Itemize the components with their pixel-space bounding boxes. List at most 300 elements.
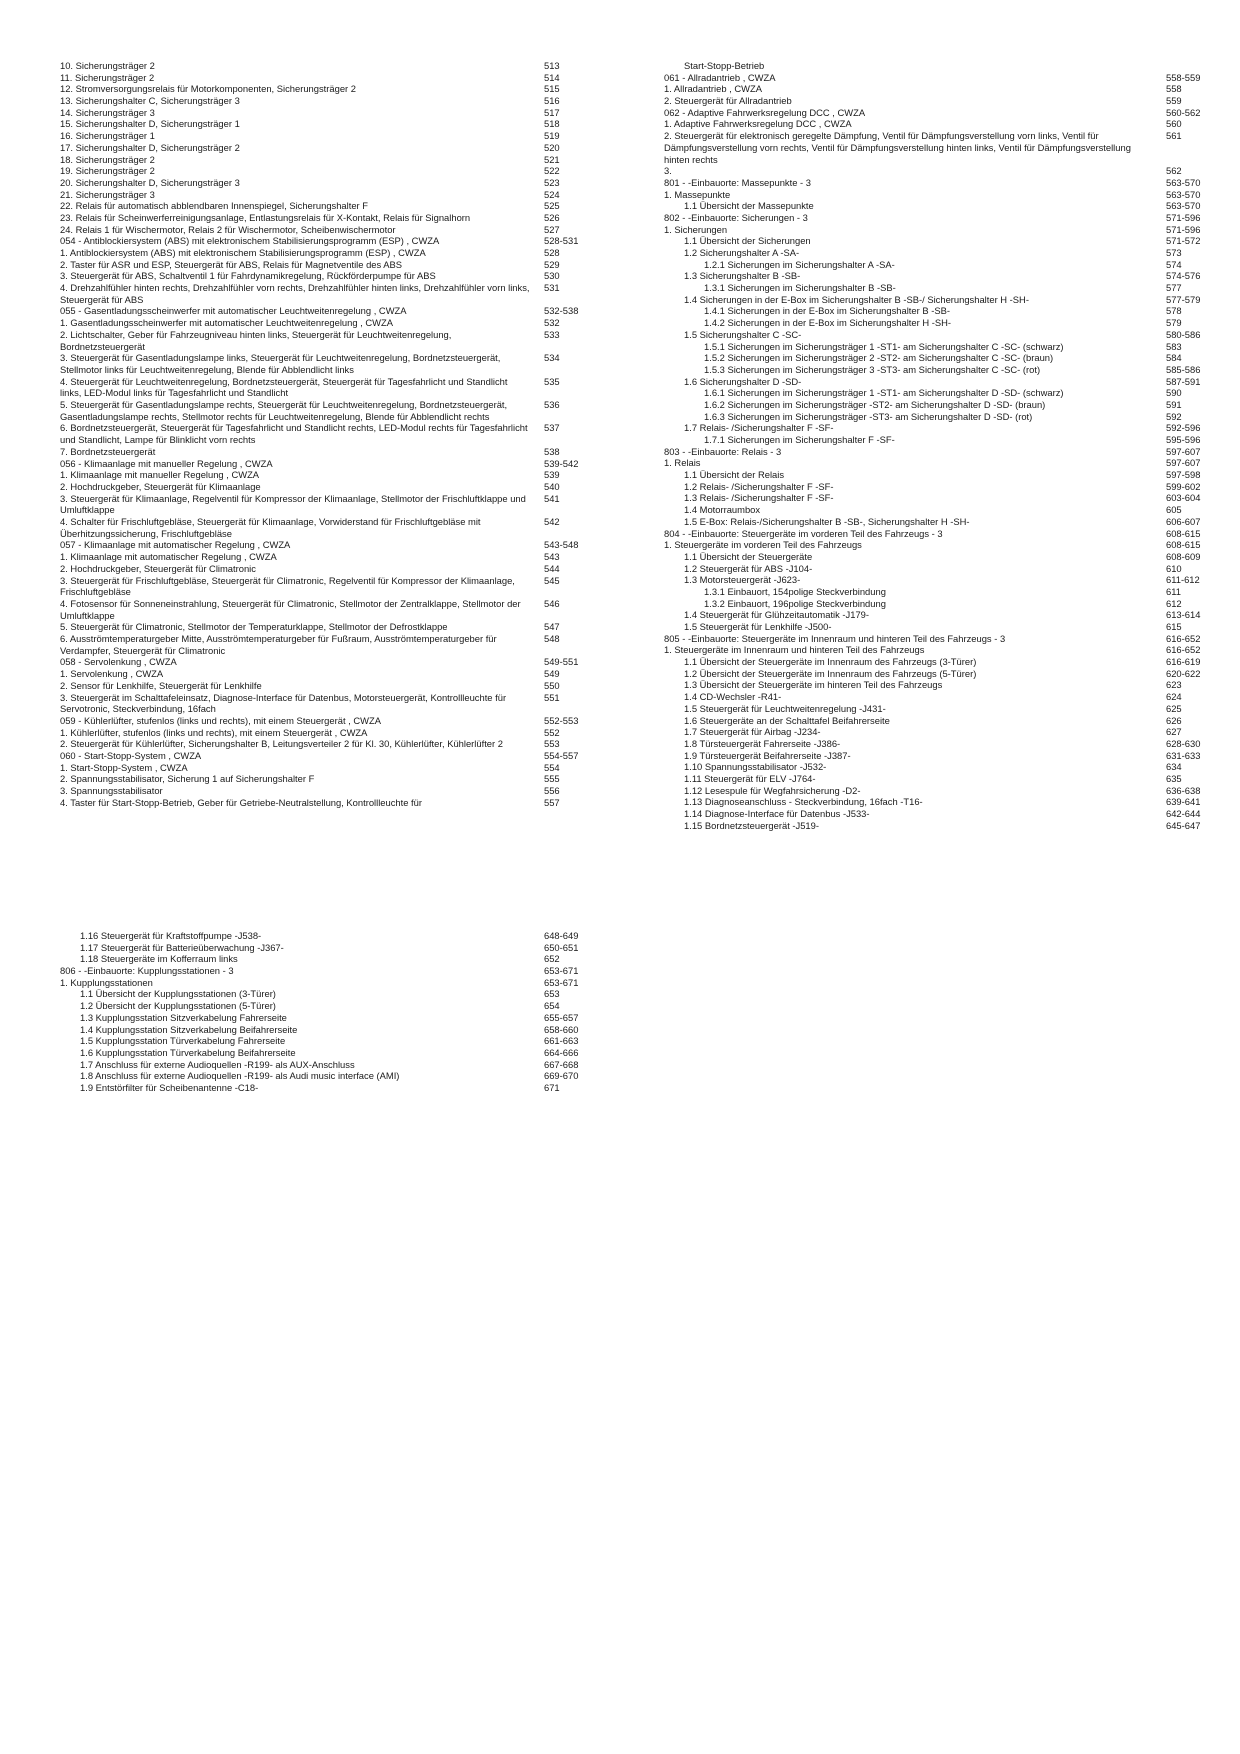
toc-entry[interactable] [664,598,1212,610]
toc-entry-page: 536 [544,399,560,411]
toc-entry-title: 1. Relais [664,457,701,469]
toc-entry-title: 1.7 Anschluss für externe Audioquellen -R199- als AUX-Anschluss [80,1058,355,1070]
toc-entry[interactable] [60,270,590,282]
toc-entry[interactable] [664,516,1212,528]
toc-entry-page: 595-596 [1166,434,1201,446]
toc-entry[interactable] [664,621,1212,633]
toc-column-bottom [60,930,590,1094]
toc-entry[interactable] [664,808,1212,820]
toc-entry-title: 1.9 Türsteuergerät Beifahrerseite -J387- [684,749,851,761]
toc-entry-title: 1. Klimaanlage mit manueller Regelung , CWZA [60,469,260,481]
toc-entry-page: 635 [1166,772,1182,784]
toc-entry-page: 612 [1166,597,1182,609]
toc-entry-page: 530 [544,270,560,282]
toc-entry[interactable] [664,504,1212,516]
toc-entry-title: 1.3 Relais- /Sicherungshalter F -SF- [684,492,834,504]
toc-entry-title: 1.1 Übersicht der Relais [684,469,785,481]
toc-entry-page: 577 [1166,282,1182,294]
toc-entry[interactable] [664,457,1212,469]
toc-entry-title: 16. Sicherungsträger 1 [60,130,155,142]
toc-entry[interactable] [664,352,1212,364]
toc-entry[interactable] [60,1035,590,1047]
toc-entry-page: 580-586 [1166,328,1201,340]
toc-entry-page: 623 [1166,679,1182,691]
toc-entry-title: 1.16 Steuergerät für Kraftstoffpumpe -J538- [80,930,262,941]
toc-entry-title: 14. Sicherungsträger 3 [60,106,155,118]
toc-entry[interactable] [664,492,1212,504]
toc-entry[interactable] [664,656,1212,668]
toc-entry-title: 1.6 Kupplungsstation Türverkabelung Beifahrerseite [80,1046,296,1058]
toc-entry[interactable] [60,329,590,352]
toc-chapter-entry[interactable] [664,212,1212,224]
toc-entry-page: 603-604 [1166,492,1201,504]
toc-entry-title: 13. Sicherungshalter C, Sicherungsträger 3 [60,95,240,107]
toc-entry-page: 611-612 [1166,574,1200,586]
toc-entry-title: 1. Antiblockiersystem (ABS) mit elektronischem Stabilisierungsprogramm (ESP) , CWZA [60,247,426,259]
toc-entry-page: 547 [544,621,560,633]
toc-chapter-entry[interactable] [60,305,590,317]
toc-entry-title: 2. Steuergerät für Allradantrieb [664,95,792,107]
toc-entry[interactable] [60,317,590,329]
toc-entry[interactable] [664,282,1212,294]
toc-entry-title: 1.3 Sicherungshalter B -SB- [684,270,801,282]
toc-column-right [664,60,1212,831]
toc-entry[interactable] [60,481,590,493]
toc-entry-page: 590 [1166,387,1182,399]
toc-entry[interactable] [60,446,590,458]
toc-entry[interactable] [60,621,590,633]
toc-entry[interactable] [664,387,1212,399]
toc-entry-page: 514 [544,71,560,83]
toc-chapter-entry[interactable] [664,633,1212,645]
toc-entry-page: 616-652 [1166,632,1201,644]
toc-entry-page: 627 [1166,726,1182,738]
toc-entry[interactable] [664,305,1212,317]
toc-entry-title: 1.11 Steuergerät für ELV -J764- [684,772,816,784]
toc-entry-page: 574 [1166,258,1182,270]
toc-entry-title: 4. Drehzahlfühler hinten rechts, Drehzahlfühler vorn rechts, Drehzahlfühler hinten links, Drehzahlfühler vorn links, Steuergerät für ABS [60,282,530,305]
toc-entry-page: 529 [544,258,560,270]
toc-entry-title: 15. Sicherungshalter D, Sicherungsträger 1 [60,118,240,130]
toc-entry-title: 061 - Allradantrieb , CWZA [664,71,776,83]
toc-entry-title: 1.3 Kupplungsstation Sitzverkabelung Fahrerseite [80,1011,287,1023]
toc-entry[interactable] [60,107,590,119]
toc-entry-page: 563-570 [1166,176,1201,188]
toc-entry-title: 1.4.1 Sicherungen in der E-Box im Sicherungshalter B -SB- [704,305,950,317]
toc-entry-page: 539 [544,469,560,481]
toc-chapter-entry[interactable] [60,656,590,668]
toc-entry-title: 21. Sicherungsträger 3 [60,188,155,200]
toc-entry[interactable] [60,154,590,166]
toc-entry-title: 058 - Servolenkung , CWZA [60,656,177,668]
toc-entry-page: 553 [544,738,560,750]
toc-entry-page: 540 [544,480,560,492]
toc-entry-page: 583 [1166,340,1182,352]
toc-entry-page: 559 [1166,95,1182,107]
toc-entry-title: 1.6 Sicherungshalter D -SD- [684,375,802,387]
toc-entry[interactable] [664,376,1212,388]
toc-entry[interactable] [664,668,1212,680]
toc-entry-page: 636-638 [1166,784,1201,796]
toc-entry-page: 563-570 [1166,200,1201,212]
toc-entry-page: 558-559 [1166,71,1201,83]
toc-entry-title: 1.7 Steuergerät für Airbag -J234- [684,726,821,738]
toc-entry-page: 608-615 [1166,527,1201,539]
toc-entry[interactable] [60,165,590,177]
toc-entry[interactable] [664,422,1212,434]
toc-chapter-entry[interactable] [664,107,1212,119]
toc-entry[interactable] [60,200,590,212]
toc-entry[interactable] [664,259,1212,271]
toc-entry[interactable] [664,317,1212,329]
toc-entry[interactable] [60,680,590,692]
toc-entry-title: 19. Sicherungsträger 2 [60,165,155,177]
toc-entry-title: 802 - -Einbauorte: Sicherungen - 3 [664,211,808,223]
toc-entry-page: 584 [1166,352,1182,364]
toc-entry-page: 556 [544,785,560,797]
toc-entry-title: 17. Sicherungshalter D, Sicherungsträger 2 [60,141,240,153]
toc-entry-title: 1.7.1 Sicherungen im Sicherungshalter F -SF- [704,434,895,446]
toc-entry-title: 1.15 Bordnetzsteuergerät -J519- [684,819,819,831]
toc-entry[interactable] [60,224,590,236]
toc-entry-page: 539-542 [544,457,579,469]
toc-entry-title: 060 - Start-Stopp-System , CWZA [60,749,202,761]
toc-entry[interactable] [60,130,590,142]
toc-entry-title: 1.13 Diagnoseanschluss - Steckverbindung, 16fach -T16- [684,796,923,808]
toc-entry-page: 605 [1166,504,1182,516]
toc-entry-title: 1.1 Übersicht der Massepunkte [684,200,814,212]
toc-entry-page: 531 [544,282,560,294]
toc-entry-title: 1.5 Steuergerät für Leuchtweitenregelung -J431- [684,702,886,714]
toc-entry[interactable] [60,1024,590,1036]
toc-entry[interactable] [664,95,1212,107]
toc-entry[interactable] [60,376,590,399]
toc-entry[interactable] [664,586,1212,598]
toc-entry-title: 11. Sicherungsträger 2 [60,71,155,83]
toc-entry-title: 1.4 CD-Wechsler -R41- [684,691,782,703]
toc-entry[interactable] [60,1082,590,1094]
toc-entry-page: 591 [1166,398,1182,410]
toc-entry-page: 650-651 [544,941,579,953]
toc-entry[interactable] [664,750,1212,762]
toc-entry-page: 545 [544,574,560,586]
toc-entry-page: 554 [544,761,560,773]
toc-entry[interactable] [664,224,1212,236]
toc-entry-title: 4. Fotosensor für Sonneneinstrahlung, Steuergerät für Climatronic, Stellmotor der Zentralklappe, Stellmotor der Umluftklappe [60,597,521,621]
toc-entry[interactable] [60,762,590,774]
toc-entry[interactable] [664,329,1212,341]
toc-entry[interactable] [60,930,590,942]
toc-entry[interactable] [60,738,590,750]
toc-entry[interactable] [664,820,1212,832]
toc-entry-title: Start-Stopp-Betrieb [684,60,765,71]
toc-entry[interactable] [60,797,590,809]
toc-entry[interactable] [664,785,1212,797]
toc-entry-page: 546 [544,597,560,609]
toc-entry-title: 056 - Klimaanlage mit manueller Regelung , CWZA [60,457,273,469]
toc-entry[interactable] [60,727,590,739]
toc-entry[interactable] [60,352,590,375]
toc-entry-title: 804 - -Einbauorte: Steuergeräte im vorderen Teil des Fahrzeugs - 3 [664,527,943,539]
toc-entry-page: 671 [544,1081,560,1093]
toc-entry[interactable] [60,785,590,797]
toc-entry-page: 515 [544,83,560,95]
toc-entry-page: 616-619 [1166,656,1201,668]
toc-entry[interactable] [60,1012,590,1024]
toc-entry[interactable] [664,165,1212,177]
toc-entry[interactable] [664,551,1212,563]
toc-entry-title: 1.5 Kupplungsstation Türverkabelung Fahrerseite [80,1035,286,1047]
toc-entry-title: 805 - -Einbauorte: Steuergeräte im Innenraum und hinteren Teil des Fahrzeugs - 3 [664,632,1006,644]
toc-entry[interactable] [664,294,1212,306]
toc-entry-page: 522 [544,165,560,177]
toc-chapter-entry[interactable] [664,72,1212,84]
toc-entry[interactable] [60,668,590,680]
toc-entry[interactable] [60,83,590,95]
toc-entry-page: 592-596 [1166,422,1201,434]
toc-entry-page: 626 [1166,714,1182,726]
toc-entry[interactable] [60,282,590,305]
toc-entry-page: 549-551 [544,656,579,668]
toc-entry[interactable] [664,60,1212,72]
toc-entry-title: 3. Steuergerät im Schalttafeleinsatz, Diagnose-Interface für Datenbus, Motorsteuergerät, Kontrollleuchte für Servotronic, Steckverbindung, 16fach [60,691,507,715]
toc-entry-page: 610 [1166,562,1182,574]
toc-chapter-entry[interactable] [60,750,590,762]
toc-entry[interactable] [60,72,590,84]
toc-entry[interactable] [60,977,590,989]
toc-entry[interactable] [60,422,590,445]
toc-entry[interactable] [60,493,590,516]
toc-entry[interactable] [664,738,1212,750]
toc-entry-title: 1.5.2 Sicherungen im Sicherungsträger 2 -ST2- am Sicherungshalter C -SC- (braun) [704,352,1054,364]
toc-entry-page: 521 [544,153,560,165]
toc-entry-title: 062 - Adaptive Fahrwerksregelung DCC , CWZA [664,106,866,118]
toc-entry-title: 18. Sicherungsträger 2 [60,153,155,165]
toc-entry[interactable] [664,679,1212,691]
toc-entry[interactable] [60,95,590,107]
toc-entry-title: 1.3 Übersicht der Steuergeräte im hinteren Teil des Fahrzeugs [684,679,943,691]
toc-entry[interactable] [664,411,1212,423]
toc-entry-title: 2. Sensor für Lenkhilfe, Steuergerät für Lenkhilfe [60,679,262,691]
toc-entry[interactable] [60,598,590,621]
toc-entry-page: 613-614 [1166,609,1201,621]
toc-entry[interactable] [60,942,590,954]
toc-entry[interactable] [664,761,1212,773]
toc-entry-page: 587-591 [1166,375,1201,387]
toc-entry-title: 6. Ausströmtemperaturgeber Mitte, Ausströmtemperaturgeber für Fußraum, Ausströmtemperaturgeber für Verdampfer, Steuergerät für Climatronic [60,633,497,656]
toc-entry[interactable] [60,1000,590,1012]
toc-entry-title: 1.3 Motorsteuergerät -J623- [684,574,801,586]
toc-entry[interactable] [664,270,1212,282]
toc-entry[interactable] [664,691,1212,703]
toc-entry-title: 1. Massepunkte [664,188,731,200]
toc-entry-page: 631-633 [1166,749,1201,761]
toc-entry-title: 1. Steuergeräte im Innenraum und hinteren Teil des Fahrzeugs [664,644,925,656]
toc-entry[interactable] [664,434,1212,446]
toc-entry-title: 1.5 E-Box: Relais-/Sicherungshalter B -SB-, Sicherungshalter H -SH- [684,515,970,527]
toc-entry-title: 7. Bordnetzsteuergerät [60,445,156,457]
toc-entry[interactable] [60,118,590,130]
toc-entry-title: 12. Stromversorgungsrelais für Motorkomponenten, Sicherungsträger 2 [60,83,356,95]
toc-entry[interactable] [60,399,590,422]
toc-chapter-entry[interactable] [60,715,590,727]
toc-entry[interactable] [664,341,1212,353]
toc-entry[interactable] [664,539,1212,551]
toc-entry-title: 1.4.2 Sicherungen in der E-Box im Sicherungshalter H -SH- [704,317,951,329]
toc-entry[interactable] [60,177,590,189]
toc-entry-page: 558 [1166,83,1182,95]
toc-entry-title: 1. Steuergeräte im vorderen Teil des Fahrzeugs [664,539,862,551]
toc-entry-page: 592 [1166,410,1182,422]
toc-entry[interactable] [60,575,590,598]
toc-entry-title: 1.5 Steuergerät für Lenkhilfe -J500- [684,621,832,633]
toc-chapter-entry[interactable] [664,177,1212,189]
toc-entry-title: 1.8 Anschluss für externe Audioquellen -R199- als Audi music interface (AMI) [80,1070,400,1082]
toc-entry-title: 5. Steuergerät für Climatronic, Stellmotor der Temperaturklappe, Stellmotor der Defrostklappe [60,621,448,633]
toc-entry[interactable] [664,83,1212,95]
toc-entry[interactable] [664,235,1212,247]
toc-entry[interactable] [60,1070,590,1082]
toc-entry-title: 1. Gasentladungsscheinwerfer mit automatischer Leuchtweitenregelung , CWZA [60,317,393,329]
toc-entry[interactable] [60,953,590,965]
toc-entry-title: 1. Start-Stopp-System , CWZA [60,761,188,773]
toc-chapter-entry[interactable] [60,235,590,247]
toc-entry[interactable] [60,1047,590,1059]
toc-entry[interactable] [664,200,1212,212]
toc-entry-page: 532-538 [544,305,579,317]
toc-entry-title: 1.2 Sicherungshalter A -SA- [684,247,800,259]
toc-entry-page: 518 [544,118,560,130]
toc-entry-title: 5. Steuergerät für Gasentladungslampe rechts, Steuergerät für Leuchtweitenregelung, Bordnetzsteuergerät, Gasentladungslampe rechts, Stellmotor rechts für Leuchtweitenregelung, Blende für Abblendlicht rechts [60,399,508,422]
toc-entry-title: 1.6 Steuergeräte an der Schalttafel Beifahrerseite [684,714,890,726]
toc-entry-page: 664-666 [544,1046,579,1058]
toc-entry[interactable] [60,516,590,539]
toc-entry-title: 2. Steuergerät für Kühlerlüfter, Sicherungshalter B, Leitungsverteiler 2 für Kl. 30, Kühlerlüfter, Kühlerlüfter 2 [60,738,503,750]
toc-entry[interactable] [60,189,590,201]
toc-entry[interactable] [664,644,1212,656]
toc-entry-page: 525 [544,200,560,212]
toc-entry-title: 1. Klimaanlage mit automatischer Regelung , CWZA [60,551,277,563]
toc-entry[interactable] [664,715,1212,727]
toc-entry-page: 658-660 [544,1023,579,1035]
toc-entry-page: 579 [1166,317,1182,329]
toc-entry[interactable] [664,563,1212,575]
toc-entry-page: 562 [1166,165,1182,177]
toc-entry-page: 653-671 [544,965,579,977]
toc-chapter-entry[interactable] [664,528,1212,540]
toc-entry[interactable] [664,399,1212,411]
toc-entry[interactable] [60,247,590,259]
toc-chapter-entry[interactable] [664,446,1212,458]
toc-entry-page: 608-609 [1166,550,1201,562]
toc-entry-title: 1.17 Steuergerät für Batterieüberwachung -J367- [80,941,284,953]
toc-entry[interactable] [664,703,1212,715]
toc-entry-title: 1.6.3 Sicherungen im Sicherungsträger -ST3- am Sicherungshalter D -SD- (rot) [704,410,1033,422]
toc-entry-title: 054 - Antiblockiersystem (ABS) mit elektronischem Stabilisierungsprogramm (ESP) , CWZA [60,235,440,247]
toc-entry-title: 1.2 Übersicht der Steuergeräte im Innenraum des Fahrzeugs (5-Türer) [684,667,977,679]
toc-entry-title: 1.12 Lesespule für Wegfahrsicherung -D2- [684,784,861,796]
toc-entry-title: 1.2.1 Sicherungen im Sicherungshalter A -SA- [704,258,895,270]
toc-entry-title: 2. Spannungsstabilisator, Sicherung 1 auf Sicherungshalter F [60,773,315,785]
toc-entry-page: 543 [544,551,560,563]
toc-entry[interactable] [60,563,590,575]
toc-chapter-entry[interactable] [60,965,590,977]
toc-entry[interactable] [664,481,1212,493]
toc-entry-title: 4. Taster für Start-Stopp-Betrieb, Geber für Getriebe-Neutralstellung, Kontrollleuchte für [60,796,422,808]
toc-entry-title: 2. Lichtschalter, Geber für Fahrzeugniveau hinten links, Steuergerät für Leuchtweitenregelung, Bordnetzsteuergerät [60,328,452,352]
toc-entry-title: 1.4 Steuergerät für Glühzeitautomatik -J179- [684,609,869,621]
toc-entry[interactable] [664,574,1212,586]
toc-entry-page: 557 [544,796,560,808]
toc-entry-page: 552 [544,726,560,738]
toc-entry[interactable] [664,469,1212,481]
toc-entry[interactable] [60,1059,590,1071]
toc-entry[interactable] [664,118,1212,130]
toc-entry[interactable] [60,633,590,656]
toc-entry[interactable] [60,692,590,715]
toc-entry-page: 608-615 [1166,539,1201,551]
toc-entry-title: 1.14 Diagnose-Interface für Datenbus -J533- [684,808,870,820]
toc-entry-page: 661-663 [544,1035,579,1047]
toc-entry-page: 624 [1166,691,1182,703]
toc-entry-page: 524 [544,188,560,200]
toc-entry-page: 544 [544,562,560,574]
toc-entry[interactable] [664,189,1212,201]
toc-entry-page: 550 [544,679,560,691]
toc-entry-page: 520 [544,141,560,153]
toc-entry[interactable] [60,212,590,224]
toc-entry[interactable] [60,988,590,1000]
toc-entry-title: 3. Steuergerät für ABS, Schaltventil 1 für Fahrdynamikregelung, Rückförderpumpe für ABS [60,270,436,282]
toc-entry-page: 537 [544,422,560,434]
toc-entry-title: 1.1 Übersicht der Steuergeräte [684,550,813,562]
toc-entry-title: 23. Relais für Scheinwerferreinigungsanlage, Entlastungsrelais für X-Kontakt, Relais für Signalhorn [60,211,471,223]
toc-entry-page: 615 [1166,621,1182,633]
toc-entry-page: 543-548 [544,539,579,551]
toc-entry[interactable] [664,796,1212,808]
toc-entry-title: 1.5.1 Sicherungen im Sicherungsträger 1 -ST1- am Sicherungshalter C -SC- (schwarz) [704,340,1064,352]
toc-entry[interactable] [664,726,1212,738]
toc-entry-title: 1.4 Motorraumbox [684,504,761,516]
toc-entry-page: 538 [544,445,560,457]
toc-entry-page: 563-570 [1166,188,1201,200]
toc-entry-title: 1.3.2 Einbauort, 196polige Steckverbindung [704,597,886,609]
toc-entry[interactable] [664,609,1212,621]
toc-entry[interactable] [60,259,590,271]
toc-entry[interactable] [60,773,590,785]
toc-chapter-entry[interactable] [60,458,590,470]
toc-entry-page: 606-607 [1166,515,1201,527]
toc-entry-page: 639-641 [1166,796,1201,808]
toc-entry[interactable] [60,469,590,481]
toc-entry[interactable] [60,60,590,72]
toc-entry[interactable] [664,773,1212,785]
toc-entry-page: 573 [1166,247,1182,259]
toc-entry[interactable] [60,142,590,154]
toc-entry-title: 1.6.2 Sicherungen im Sicherungsträger -ST2- am Sicherungshalter D -SD- (braun) [704,398,1046,410]
toc-entry-title: 2. Hochdruckgeber, Steuergerät für Climatronic [60,562,256,574]
toc-entry-title: 1.5.3 Sicherungen im Sicherungsträger 3 -ST3- am Sicherungshalter C -SC- (rot) [704,363,1041,375]
toc-entry-title: 10. Sicherungsträger 2 [60,60,155,71]
toc-entry[interactable] [60,551,590,563]
toc-entry-page: 528 [544,247,560,259]
toc-entry-page: 616-652 [1166,644,1201,656]
toc-chapter-entry[interactable] [60,539,590,551]
toc-entry[interactable] [664,364,1212,376]
toc-entry[interactable] [664,247,1212,259]
toc-entry-title: 1.7 Relais- /Sicherungshalter F -SF- [684,422,834,434]
toc-entry[interactable] [664,130,1212,165]
